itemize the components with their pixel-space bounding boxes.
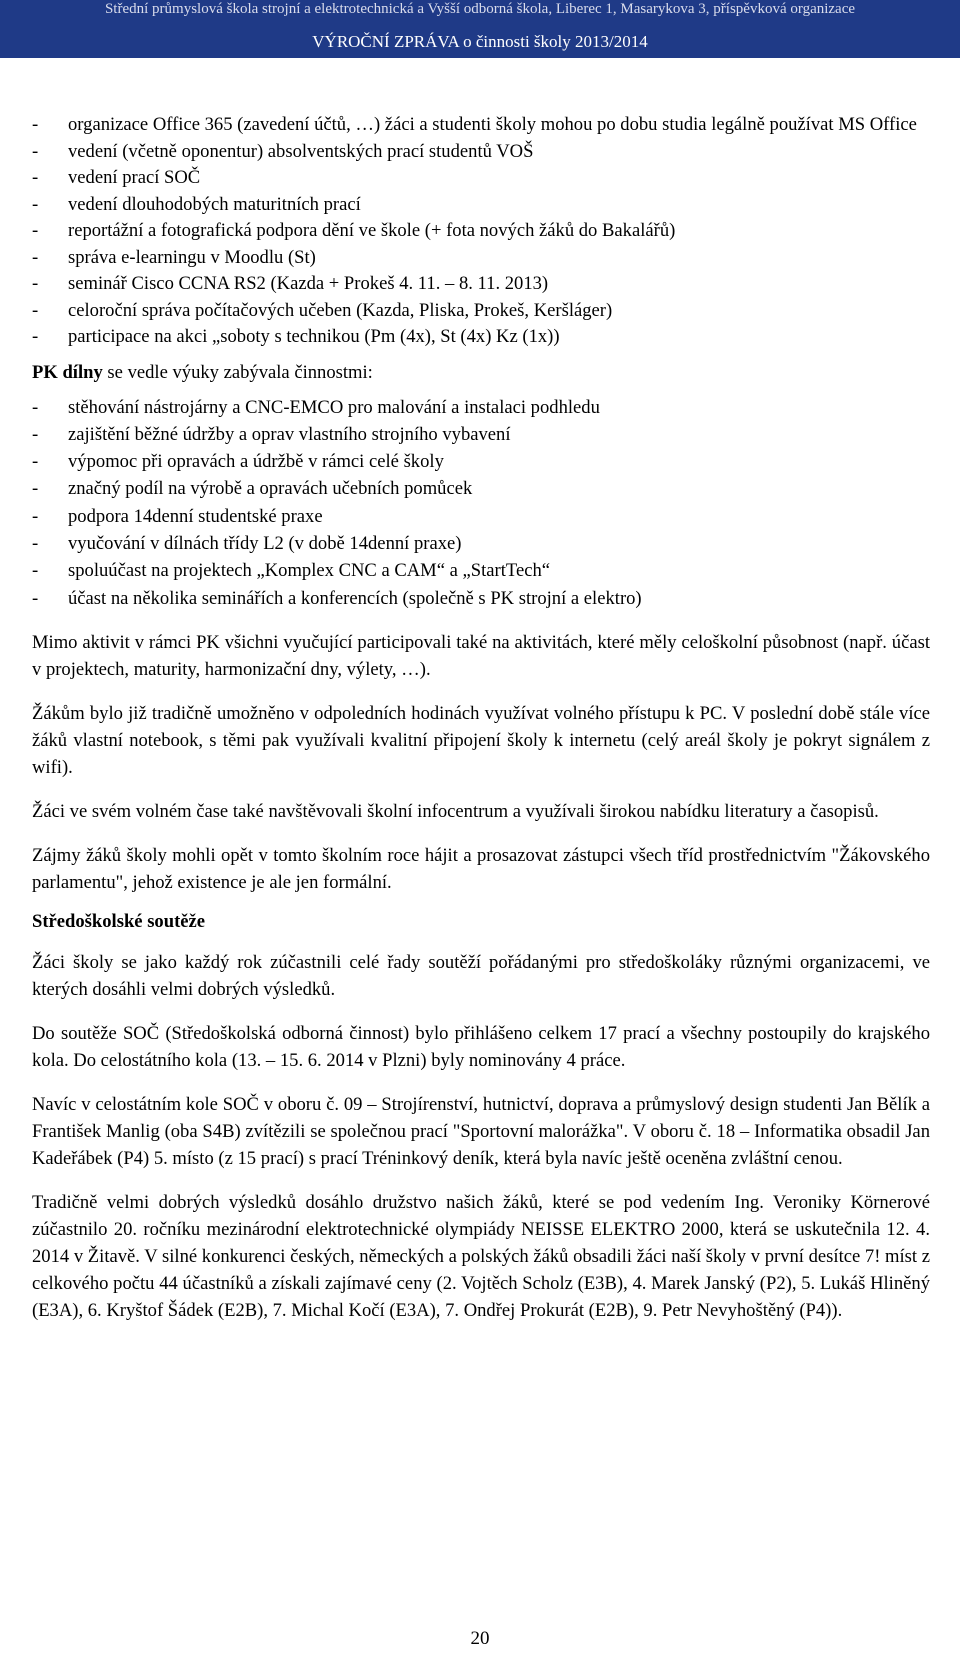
- list-item: - podpora 14denní studentské praxe: [32, 503, 930, 530]
- list-item: - vedení (včetně oponentur) absolventských prací studentů VOŠ: [32, 139, 930, 166]
- list-item: - značný podíl na výrobě a opravách učebních pomůcek: [32, 475, 930, 502]
- list-item: - vedení dlouhodobých maturitních prací: [32, 192, 930, 219]
- pk-dilny-label: PK dílny: [32, 361, 103, 383]
- list-item: - celoroční správa počítačových učeben (Kazda, Pliska, Prokeš, Keršláger): [32, 298, 930, 325]
- list-item: - participace na akci „soboty s technikou (Pm (4x), St (4x) Kz (1x)): [32, 324, 930, 351]
- section-heading: Středoškolské soutěže: [32, 910, 206, 932]
- paragraph-parliament: Zájmy žáků školy mohli opět v tomto školním roce hájit a prosazovat zástupci všech tříd prostřednictvím "Žákovského parlamentu", jehož existence je ale jen formální.: [32, 844, 930, 893]
- paragraph-soc: Do soutěže SOČ (Středoškolská odborná činnost) bylo přihlášeno celkem 17 prací a všechny postoupily do krajského kola. Do celostátního kola (13. – 15. 6. 2014 v Plzni) byly nominovány 4 práce.: [32, 1022, 930, 1071]
- paragraph-soc-national: Navíc v celostátním kole SOČ v oboru č. 09 – Strojírenství, hutnictví, doprava a průmyslový design studenti Jan Bělík a František Manlig (oba S4B) zvítězili se společnou prací "Sportovní malorážka". V oboru č. 18 – Informatika obsadil Jan Kadeřábek (P4) 5. místo (z 15 prací) s prací Tréninkový deník, která byla navíc ještě oceněna zvláštní cenou.: [32, 1093, 930, 1169]
- list-item: - seminář Cisco CCNA RS2 (Kazda + Prokeš 4. 11. – 8. 11. 2013): [32, 271, 930, 298]
- document-body: [32, 112, 930, 1324]
- paragraph-competitions: Žáci školy se jako každý rok zúčastnili celé řady soutěží pořádanými pro středoškoláky různými organizacemi, ve kterých dosáhli velmi dobrých výsledků.: [32, 951, 930, 1000]
- page-number: 20: [470, 1628, 490, 1649]
- list-item: - účast na několika seminářích a konferencích (společně s PK strojní a elektro): [32, 585, 930, 612]
- list-item: - stěhování nástrojárny a CNC-EMCO pro malování a instalaci podhledu: [32, 394, 930, 421]
- paragraph-pc-access: Žákům bylo již tradičně umožněno v odpoledních hodinách využívat volného přístupu k PC. V poslední době stále více žáků vlastní notebook, s těmi pak využívali kvalitní připojení školy k internetu (celý areál školy je pokryt signálem z wifi).: [32, 702, 930, 778]
- list-item: - organizace Office 365 (zavedení účtů, …) žáci a studenti školy mohou po dobu studia legálně používat MS Office: [32, 112, 930, 139]
- list-item: - vyučování v dílnách třídy L2 (v době 14denní praxe): [32, 530, 930, 557]
- school-name: Střední průmyslová škola strojní a elektrotechnická a Vyšší odborná škola, Liberec 1, Masarykova 3, příspěvková organizace: [104, 1, 856, 17]
- list-item: - vedení prací SOČ: [32, 165, 930, 192]
- paragraph-neisse-elektro: Tradičně velmi dobrých výsledků dosáhlo družstvo našich žáků, které se pod vedením Ing. Veroniky Körnerové zúčastnilo 20. ročníku mezinárodní elektrotechnické olympiády NEISSE ELEKTRO 2000, která se uskutečnila 12. 4. 2014 v Žitavě. V silné konkurenci českých, německých a polských žáků obsadili žáci naší školy v první desítce 7! míst z celkového počtu 44 účastníků a získali zajímavé ceny (2. Vojtěch Scholz (E3B), 4. Marek Janský (P2), 5. Lukáš Hliněný (E3A), 6. Kryštof Šádek (E2B), 7. Michal Kočí (E3A), 7. Ondřej Prokurát (E2B), 9. Petr Nevyhoštěný (P4)).: [32, 1191, 930, 1321]
- list-item: - zajištění běžné údržby a oprav vlastního strojního vybavení: [32, 421, 930, 448]
- list-item: - výpomoc při opravách a údržbě v rámci celé školy: [32, 448, 930, 475]
- page-header: [0, 0, 960, 58]
- list-item: - správa e-learningu v Moodlu (St): [32, 245, 930, 272]
- list-item: - reportážní a fotografická podpora dění ve škole (+ fota nových žáků do Bakalářů): [32, 218, 930, 245]
- paragraph-activities: Mimo aktivit v rámci PK všichni vyučující participovali také na aktivitách, které měly celoškolní působnost (např. účast v projektech, maturity, harmonizační dny, výlety, …).: [32, 631, 930, 680]
- paragraph-infocentrum: Žáci ve svém volném čase také navštěvovali školní infocentrum a využívali širokou nabídku literatury a časopisů.: [32, 800, 879, 822]
- pk-dilny-intro-text: se vedle výuky zabývala činnostmi:: [102, 361, 373, 383]
- report-title: VÝROČNÍ ZPRÁVA o činnosti školy 2013/2014: [312, 32, 648, 51]
- list-item: - spoluúčast na projektech „Komplex CNC a CAM“ a „StartTech“: [32, 557, 930, 584]
- pk-dilny-list: [32, 394, 930, 612]
- pk-dilny-intro: [32, 359, 930, 386]
- activity-list: [32, 112, 930, 351]
